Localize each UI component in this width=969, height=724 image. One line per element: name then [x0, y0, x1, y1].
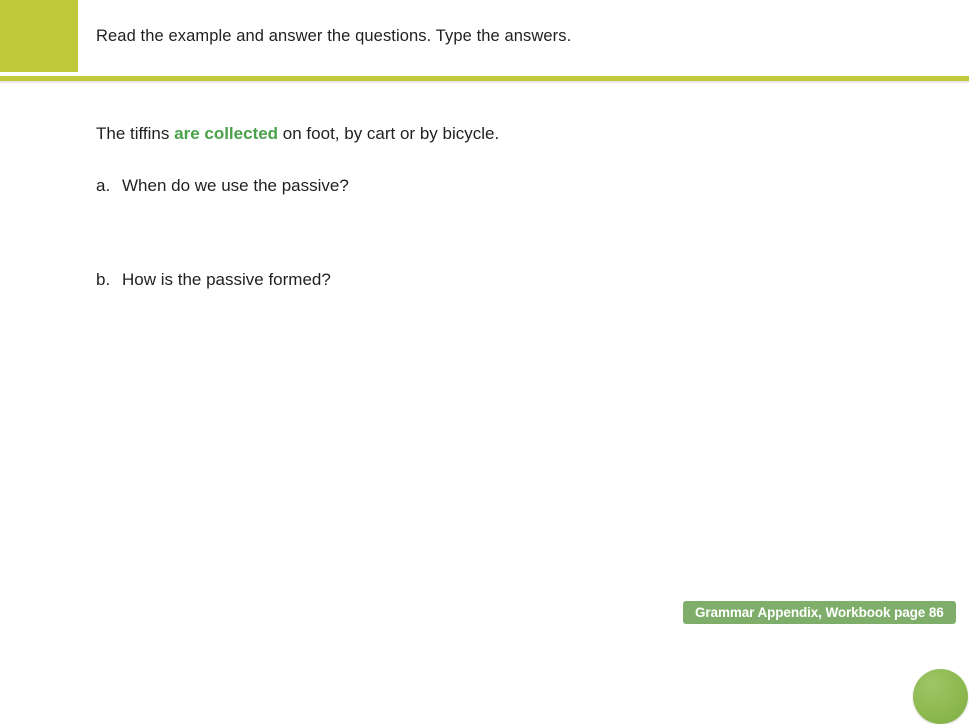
reference-tag [683, 601, 956, 624]
question-item-a [96, 176, 349, 196]
example-sentence-highlight: are collected [174, 124, 279, 143]
question-marker-b: b. [96, 270, 111, 289]
example-sentence-before: The tiffins [96, 124, 175, 143]
reference-tag-label: Grammar Appendix, Workbook page 86 [695, 605, 944, 620]
example-sentence-after: on foot, by cart or by bicycle. [278, 124, 500, 143]
example-sentence [96, 124, 499, 144]
header-color-swatch [0, 0, 78, 72]
exercise-content [0, 88, 969, 691]
question-marker-a: a. [96, 176, 111, 195]
question-item-b [96, 270, 331, 290]
page-header [0, 0, 969, 88]
question-text-b: How is the passive formed? [122, 270, 331, 289]
header-divider-shadow [0, 81, 969, 83]
instruction-text: Read the example and answer the questions. Type the answers. [96, 27, 572, 45]
next-page-button[interactable] [913, 669, 968, 724]
question-text-a: When do we use the passive? [122, 176, 349, 195]
